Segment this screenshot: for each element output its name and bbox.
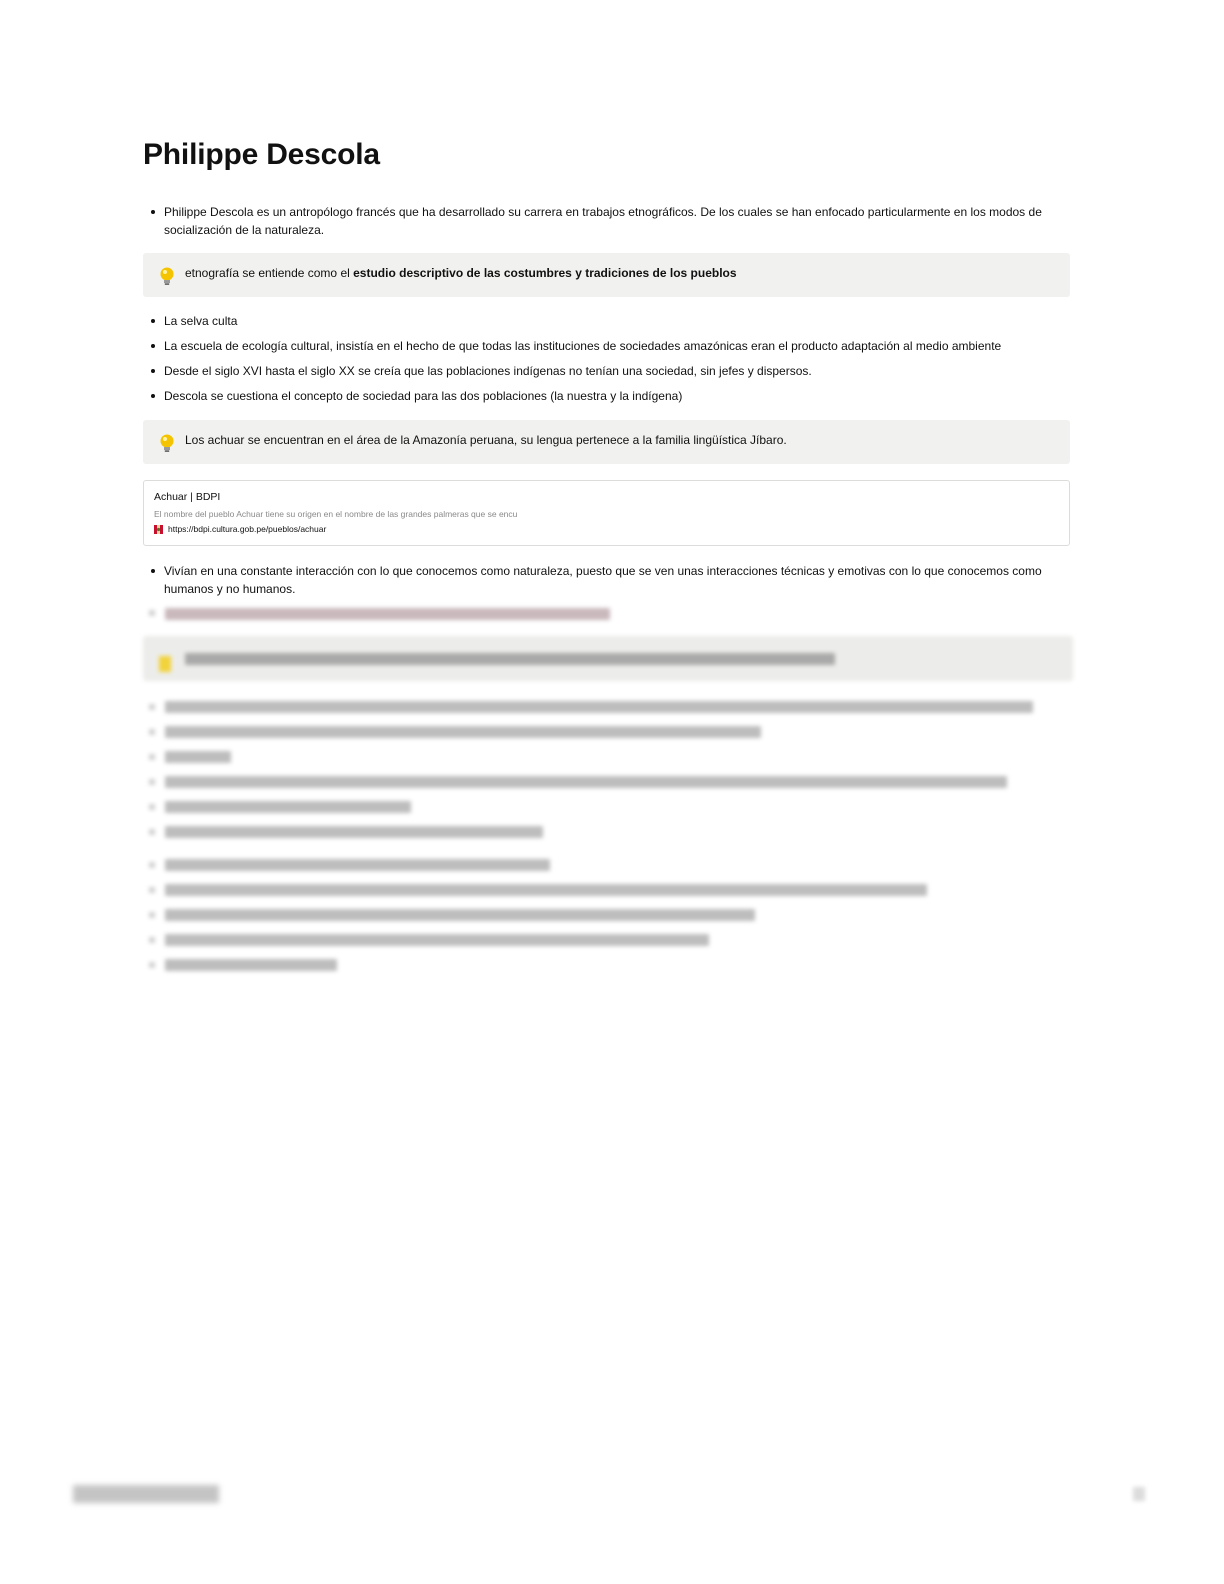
list-item: Desde el siglo XVI hasta el siglo XX se creía que las poblaciones indígenas no tenían una sociedad, sin jefes y dispersos. xyxy=(143,362,1070,380)
list-item: Vivían en una constante interacción con lo que conocemos como naturaleza, puesto que se ven unas interacciones técnicas y emotivas con lo que conocemos como humanos y no humanos. xyxy=(143,562,1070,598)
list-item: La selva culta xyxy=(143,312,1070,330)
bookmark-description: El nombre del pueblo Achuar tiene su origen en el nombre de las grandes palmeras que se encu xyxy=(154,509,518,519)
bookmark-url: https://bdpi.cultura.gob.pe/pueblos/achuar xyxy=(168,524,327,534)
callout-text: Los achuar se encuentran en el área de la Amazonía peruana, su lengua pertenece a la familia lingüística Jíbaro. xyxy=(185,433,787,447)
bottom-list xyxy=(143,562,1070,605)
peru-coat-of-arms-icon xyxy=(154,525,163,534)
list-item: Philippe Descola es un antropólogo francés que ha desarrollado su carrera en trabajos etnográficos. De los cuales se han enfocado particularmente en los modos de socialización de la naturaleza. xyxy=(143,203,1070,239)
intro-list xyxy=(143,203,1070,246)
lightbulb-icon xyxy=(157,432,177,454)
bookmark-card[interactable] xyxy=(143,480,1070,546)
footer-page-number-redacted xyxy=(1133,1487,1145,1501)
callout-text-plain: etnografía se entiende como el xyxy=(185,266,354,280)
callout-etnografia xyxy=(143,253,1070,297)
footer-title-blur xyxy=(73,1485,219,1503)
redacted-content xyxy=(143,600,1070,980)
page-title: Philippe Descola xyxy=(143,138,380,171)
callout-text-bold: estudio descriptivo de las costumbres y tradiciones de los pueblos xyxy=(353,266,737,280)
callout-text xyxy=(185,265,737,281)
list-item: Descola se cuestiona el concepto de sociedad para las dos poblaciones (la nuestra y la indígena) xyxy=(143,387,1070,405)
callout-achuar xyxy=(143,420,1070,464)
bookmark-url-row xyxy=(154,523,1059,535)
bookmark-title: Achuar | BDPI xyxy=(154,491,221,503)
main-list xyxy=(143,312,1070,412)
list-item: La escuela de ecología cultural, insistía en el hecho de que todas las instituciones de sociedades amazónicas eran el producto adaptación al medio ambiente xyxy=(143,337,1070,355)
lightbulb-icon xyxy=(157,265,177,287)
